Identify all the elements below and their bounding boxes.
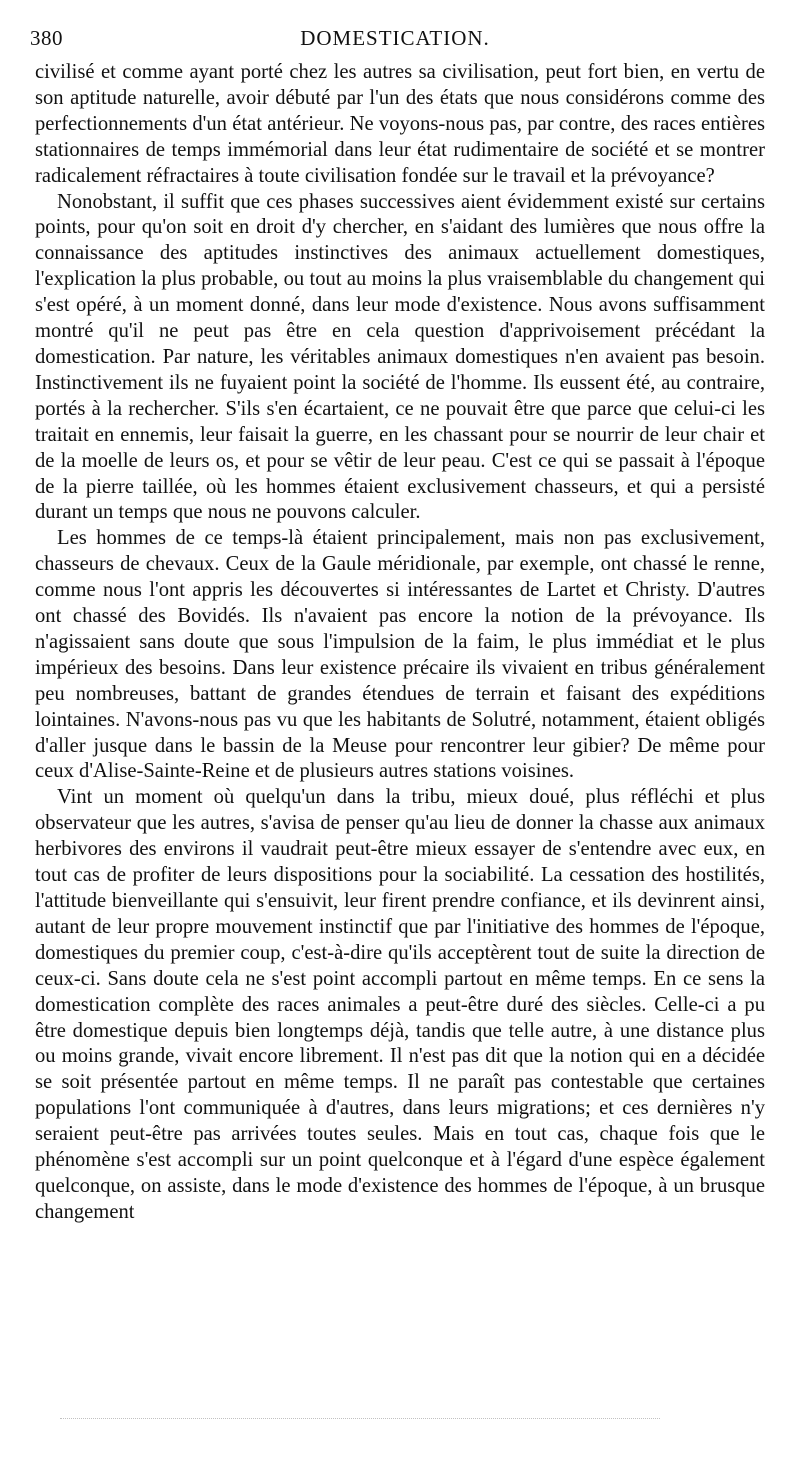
paragraph: Les hommes de ce temps-là étaient principalement, mais non pas exclusivement, chasseurs de chevaux. Ceux de la Gaule méridionale, par exemple, ont chassé le renne, comme nous l'ont appris les découvertes si intéressantes de Lartet et Christy. D'autres ont chassé des Bovidés. Ils n'avaient pas encore la notion de la prévoyance. Ils n'agissaient sans doute que sous l'impulsion de la faim, le plus immédiat et le plus impérieux des besoins. Dans leur existence précaire ils vivaient en tribus généralement peu nombreuses, battant de grandes étendues de terrain et faisant des expéditions lointaines. N'avons-nous pas vu que les habitants de Solutré, notamment, étaient obligés d'aller jusque dans le bassin de la Meuse pour rencontrer leur gibier? De même pour ceux d'Alise-Sainte-Reine et de plusieurs autres stations voisines. xyxy=(35,527,765,783)
page-header xyxy=(30,26,760,56)
paragraph-continued: civilisé et comme ayant porté chez les autres sa civilisation, peut fort bien, en vertu de son aptitude naturelle, avoir débuté par l'un des états que nous considérons comme des perfectionnements d'un état antérieur. Ne voyons-nous pas, par contre, des races entières stationnaires de temps immémorial dans leur état rudimentaire de société et se montrer radicalement réfractaires à toute civilisation fondée sur le travail et la prévoyance? xyxy=(35,61,765,187)
body-text xyxy=(35,60,765,1226)
paragraph: Vint un moment où quelqu'un dans la tribu, mieux doué, plus réfléchi et plus observateur que les autres, s'avisa de penser qu'au lieu de donner la chasse aux animaux herbivores des environs il vaudrait peut-être mieux essayer de s'entendre avec eux, en tout cas de profiter de leurs dispositions pour la sociabilité. La cessation des hostilités, l'attitude bienveillante qui s'ensuivit, leur firent prendre confiance, et ils devinrent ainsi, autant de leur propre mouvement instinctif que par l'initiative des hommes de l'époque, domestiques du premier coup, c'est-à-dire qu'ils acceptèrent tout de suite la direction de ceux-ci. Sans doute cela ne s'est point accompli partout en même temps. En ce sens la domestication complète des races animales a peut-être duré des siècles. Celle-ci a pu être domestique depuis bien longtemps déjà, tandis que telle autre, à une distance plus ou moins grande, vivait encore librement. Il n'est pas dit que la notion qui en a décidée se soit présentée partout en même temps. Il ne paraît pas contestable que certaines populations l'ont communiquée à d'autres, dans leurs migrations; et ces dernières n'y seraient peut-être pas arrivées toutes seules. Mais en tout cas, chaque fois que le phénomène s'est accompli sur un point quelconque et à l'égard d'une espèce également quelconque, on assiste, dans le mode d'existence des hommes de l'époque, à un brusque changement xyxy=(35,786,765,1223)
page-number: 380 xyxy=(30,26,63,50)
paragraph: Nonobstant, il suffit que ces phases successives aient évidemment existé sur certains points, pour qu'on soit en droit d'y chercher, en s'aidant des lumières que nous offre la connaissance des aptitudes instinctives des animaux actuellement domestiques, l'explication la plus probable, ou tout au moins la plus vraisemblable du changement qui s'est opéré, à un moment donné, dans leur mode d'existence. Nous avons suffisamment montré qu'il ne peut pas être en cela question d'apprivoisement précédant la domestication. Par nature, les véritables animaux domestiques n'en avaient pas besoin. Instinctivement ils ne fuyaient point la société de l'homme. Ils eussent été, au contraire, portés à la rechercher. S'ils s'en écartaient, ce ne pouvait être que parce que celui-ci les traitait en ennemis, leur faisait la guerre, en les chassant pour se nourrir de leur chair et de la moelle de leurs os, et pour se vêtir de leur peau. C'est ce qui se passait à l'époque de la pierre taillée, où les hommes étaient exclusivement chasseurs, et qui a persisté durant un temps que nous ne pouvons calculer. xyxy=(35,190,765,524)
running-title: DOMESTICATION. xyxy=(300,26,490,50)
footer-scan-artifact xyxy=(60,1418,660,1419)
